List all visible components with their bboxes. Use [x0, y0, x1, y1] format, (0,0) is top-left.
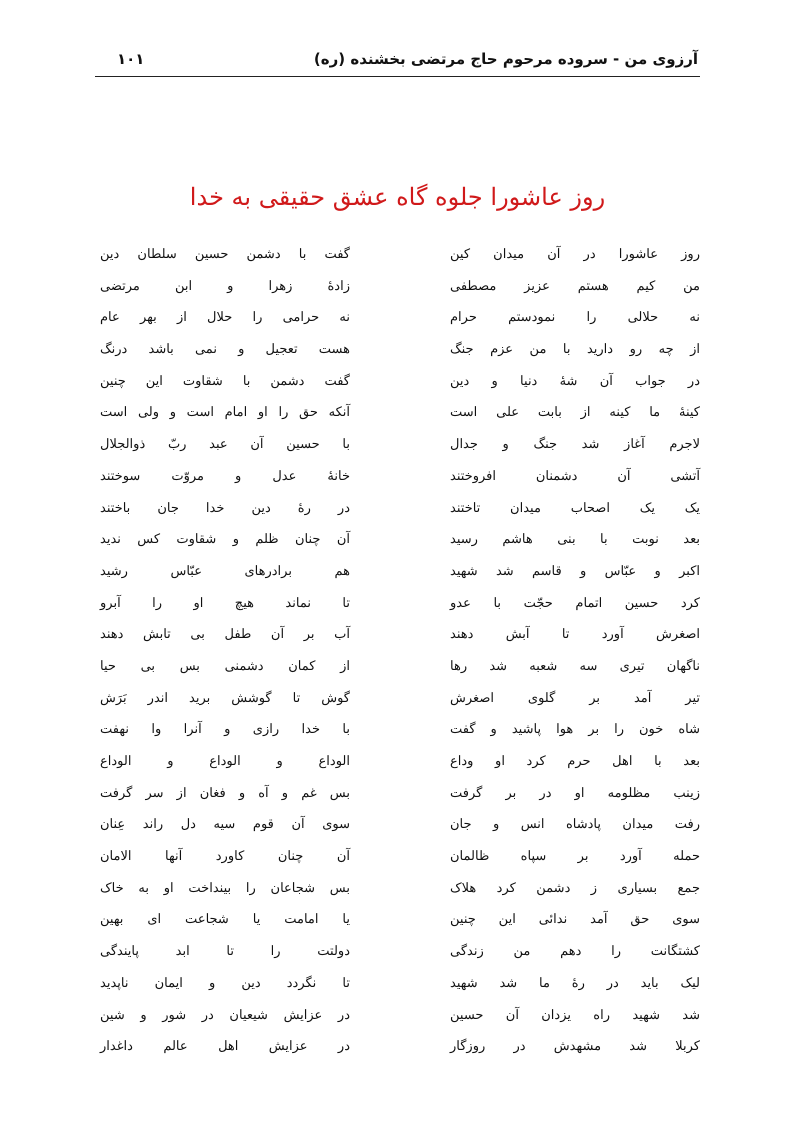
verse-line	[95, 562, 700, 594]
verse-line	[95, 499, 700, 531]
running-title: آرزوی من - سروده مرحوم حاج مرتضی بخشنده (ره)	[313, 50, 698, 68]
verse-line	[95, 1037, 700, 1069]
verse-line	[95, 847, 700, 879]
hemistich-first: بعد نوبت با بنی هاشم رسید	[450, 532, 700, 548]
hemistich-first: شاه خون را بر هوا پاشید و گفت	[450, 722, 700, 738]
hemistich-second: زادۀ زهرا و ابن مرتضی	[100, 278, 350, 294]
verse-line	[95, 689, 700, 721]
hemistich-second: با خدا رازی و آنرا وا نهفت	[100, 722, 350, 738]
verse-line	[95, 308, 700, 340]
hemistich-first: کینۀ ما کینه از بابت علی است	[450, 405, 700, 421]
hemistich-second: آن چنان ظلم و شقاوت کس ندید	[100, 532, 350, 548]
verse-line	[95, 372, 700, 404]
page-header	[95, 42, 700, 77]
hemistich-second: هست تعجیل و نمی باشد درنگ	[100, 342, 350, 358]
verse-line	[95, 403, 700, 435]
hemistich-first: اکبر و عبّاس و قاسم شد شهید	[450, 563, 700, 579]
hemistich-second: در عزایش شیعیان در شور و شین	[100, 1007, 350, 1023]
hemistich-second: تا نگردد دین و ایمان ناپدید	[100, 975, 350, 991]
hemistich-first: سوی حق آمد ندائی این چنین	[450, 912, 700, 928]
hemistich-first: حمله آورد بر سپاه ظالمان	[450, 849, 700, 865]
hemistich-second: در رۀ دین خدا جان باختند	[100, 500, 350, 516]
hemistich-second: بس غم و آه و فغان از سر گرفت	[100, 785, 350, 801]
hemistich-second: یا امامت یا شجاعت ای بهین	[100, 912, 350, 928]
verse-line	[95, 784, 700, 816]
hemistich-second: گفت دشمن با شقاوت این چنین	[100, 373, 350, 389]
hemistich-first: اصغرش آورد تا آبش دهند	[450, 627, 700, 643]
hemistich-second: الوداع و الوداع و الوداع	[100, 754, 350, 769]
hemistich-first: من کیم هستم عزیز مصطفی	[450, 278, 700, 294]
verse-line	[95, 1006, 700, 1038]
verse-line	[95, 625, 700, 657]
verse-line	[95, 752, 700, 784]
verse-line	[95, 879, 700, 911]
hemistich-first: جمع بسیاری ز دشمن کرد هلاک	[450, 880, 700, 896]
verse-line	[95, 720, 700, 752]
poem-title: روز عاشورا جلوه گاه عشق حقیقی به خدا	[189, 183, 606, 211]
hemistich-first: لیک باید در رۀ ما شد شهید	[450, 975, 700, 991]
verse-line	[95, 340, 700, 372]
hemistich-first: کشتگانت را دهم من زندگی	[450, 944, 700, 960]
hemistich-first: شد شهید راه یزدان آن حسین	[450, 1007, 700, 1023]
verse-line	[95, 245, 700, 277]
hemistich-first: کرد حسین اتمام حجّت با عدو	[450, 595, 700, 611]
hemistich-first: بعد با اهل حرم کرد او وداع	[450, 754, 700, 769]
verse-line	[95, 942, 700, 974]
verse-line	[95, 530, 700, 562]
page-number: ۱۰۱	[117, 50, 145, 68]
hemistich-first: لاجرم آغاز شد جنگ و جدال	[450, 437, 700, 453]
hemistich-second: بس شجاعان را بینداخت او به خاک	[100, 880, 350, 896]
hemistich-second: با حسین آن عبد ربّ ذوالجلال	[100, 437, 350, 453]
hemistich-first: زینب مظلومه او در بر گرفت	[450, 785, 700, 801]
hemistich-second: تا نماند هیچ او را آبرو	[100, 595, 350, 611]
verse-line	[95, 277, 700, 309]
hemistich-first: تیر آمد بر گلوی اصغرش	[450, 690, 700, 706]
verse-line	[95, 594, 700, 626]
hemistich-first: یک یک اصحاب میدان تاختند	[450, 500, 700, 516]
verse-line	[95, 910, 700, 942]
verse-line	[95, 435, 700, 467]
verse-line	[95, 467, 700, 499]
hemistich-second: گفت با دشمن حسین سلطان دین	[100, 247, 350, 262]
hemistich-second: سوی آن قوم سیه دل راند عِنان	[100, 817, 350, 833]
hemistich-second: آنکه حق را او امام است و ولی است	[100, 405, 350, 421]
hemistich-second: دولتت را تا ابد پایندگی	[100, 944, 350, 960]
hemistich-second: خانۀ عدل و مروّت سوختند	[100, 468, 350, 484]
hemistich-second: هم برادرهای عبّاس رشید	[100, 563, 350, 579]
hemistich-first: کربلا شد مشهدش در روزگار	[450, 1039, 700, 1055]
hemistich-second: آب بر آن طفل بی تابش دهند	[100, 627, 350, 643]
verse-line	[95, 815, 700, 847]
hemistich-first: روز عاشورا در آن میدان کین	[450, 247, 700, 262]
hemistich-second: در عزایش اهل عالم داغدار	[100, 1039, 350, 1055]
verse-list	[95, 245, 700, 1069]
hemistich-first: رفت میدان پادشاه انس و جان	[450, 817, 700, 833]
hemistich-first: ناگهان تیری سه شعبه شد رها	[450, 658, 700, 674]
verse-line	[95, 974, 700, 1006]
hemistich-second: آن چنان کاورد آنها الامان	[100, 849, 350, 865]
hemistich-second: از کمان دشمنی بس بی حیا	[100, 658, 350, 674]
verse-line	[95, 657, 700, 689]
hemistich-first: نه حلالی را نمودستم حرام	[450, 310, 700, 326]
hemistich-first: آتشی آن دشمنان افروختند	[450, 468, 700, 484]
hemistich-second: نه حرامی را حلال از بهر عام	[100, 310, 350, 326]
hemistich-second: گوش تا گوشش برید اندر بَرَش	[100, 690, 350, 706]
hemistich-first: در جواب آن شۀ دنیا و دین	[450, 373, 700, 389]
hemistich-first: از چه رو دارید با من عزم جنگ	[450, 342, 700, 358]
